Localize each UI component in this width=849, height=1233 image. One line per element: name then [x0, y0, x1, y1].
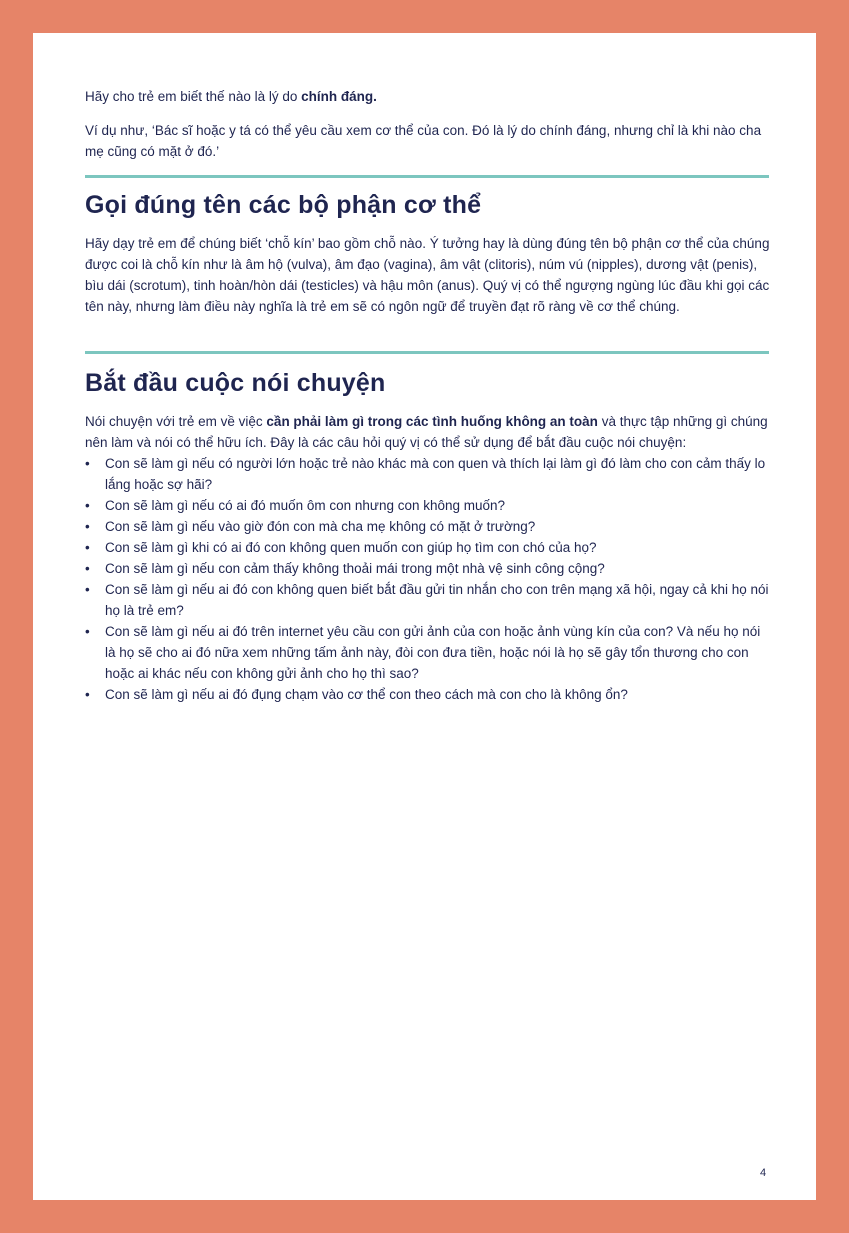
footer-accent-band: [33, 1200, 425, 1233]
question-text: Con sẽ làm gì nếu có ai đó muốn ôm con nhưng con không muốn?: [105, 498, 506, 513]
conversation-intro: [85, 411, 770, 453]
bullet-icon: •: [85, 456, 90, 471]
list-item: [85, 579, 770, 621]
list-item: [85, 516, 770, 537]
bullet-icon: •: [85, 540, 90, 555]
bullet-icon: •: [85, 561, 90, 576]
conversation-intro-suffix: và thực tập những gì chúng nên làm và nói có thể hữu ích. Đây là các câu hỏi quý vị có thể sử dụng để bắt đầu cuộc nói chuyện:: [85, 414, 768, 450]
list-item: [85, 621, 770, 684]
good-reason-intro-text: Hãy cho trẻ em biết thế nào là lý do: [85, 89, 302, 104]
good-reason-example: Ví dụ như, ‘Bác sĩ hoặc y tá có thể yêu cầu xem cơ thể của con. Đó là lý do chính đáng, nhưng chỉ là khi nào cha mẹ cũng có mặt ở đó.’: [85, 123, 762, 159]
section-heading-conversation: Bắt đầu cuộc nói chuyện: [85, 369, 386, 397]
bullet-icon: •: [85, 498, 90, 513]
page-number: 4: [760, 1167, 767, 1179]
question-text: Con sẽ làm gì nếu con cảm thấy không thoải mái trong một nhà vệ sinh công cộng?: [105, 561, 605, 576]
document-page: [33, 33, 816, 1200]
section-divider: [85, 175, 769, 178]
bullet-icon: •: [85, 582, 90, 597]
list-item: [85, 558, 770, 579]
question-text: Con sẽ làm gì nếu có người lớn hoặc trẻ nào khác mà con quen và thích lại làm gì đó làm cho con cảm thấy lo lắng hoặc sợ hãi?: [105, 456, 766, 492]
question-text: Con sẽ làm gì nếu vào giờ đón con mà cha mẹ không có mặt ở trường?: [105, 519, 536, 534]
list-item: [85, 684, 770, 705]
list-item: [85, 537, 770, 558]
conversation-intro-prefix: Nói chuyện với trẻ em về việc: [85, 414, 267, 429]
good-reason-intro: [85, 86, 377, 107]
section-heading-body-parts: Gọi đúng tên các bộ phận cơ thể: [85, 191, 482, 219]
bullet-icon: •: [85, 687, 90, 702]
list-item: [85, 453, 770, 495]
list-item: [85, 495, 770, 516]
bullet-icon: •: [85, 624, 90, 639]
good-reason-bold: chính đáng.: [301, 89, 377, 104]
question-text: Con sẽ làm gì khi có ai đó con không quen muốn con giúp họ tìm con chó của họ?: [105, 540, 597, 555]
question-text: Con sẽ làm gì nếu ai đó con không quen biết bắt đầu gửi tin nhắn cho con trên mạng xã hội, ngay cả khi họ nói họ là trẻ em?: [105, 582, 769, 618]
question-list: [85, 453, 770, 705]
question-text: Con sẽ làm gì nếu ai đó đụng chạm vào cơ thể con theo cách mà con cho là không ổn?: [105, 687, 628, 702]
question-text: Con sẽ làm gì nếu ai đó trên internet yêu cầu con gửi ảnh của con hoặc ảnh vùng kín của con? Và nếu họ nói là họ sẽ cho ai đó nữa xem những tấm ảnh này, đòi con đưa tiền, hoặc nói là họ sẽ gây tổn thương cho con hoặc ai khác nếu con không gửi ảnh cho họ thì sao?: [105, 624, 761, 681]
body-parts-paragraph: Hãy dạy trẻ em để chúng biết ‘chỗ kín’ bao gồm chỗ nào. Ý tưởng hay là dùng đúng tên bộ phận cơ thể của chúng được coi là chỗ kín như là âm hộ (vulva), âm đạo (vagina), âm vật (clitoris), núm vú (nipples), dương vật (penis), bìu dái (scrotum), tinh hoàn/hòn dái (testicles) và hậu môn (anus). Quý vị có thể ngượng ngùng lúc đầu khi gọi các tên này, nhưng làm điều này nghĩa là trẻ em sẽ có ngôn ngữ để truyền đạt rõ ràng về cơ thể chúng.: [85, 236, 770, 314]
conversation-intro-bold: cần phải làm gì trong các tình huống không an toàn: [266, 414, 598, 429]
section-divider: [85, 351, 769, 354]
bullet-icon: •: [85, 519, 90, 534]
